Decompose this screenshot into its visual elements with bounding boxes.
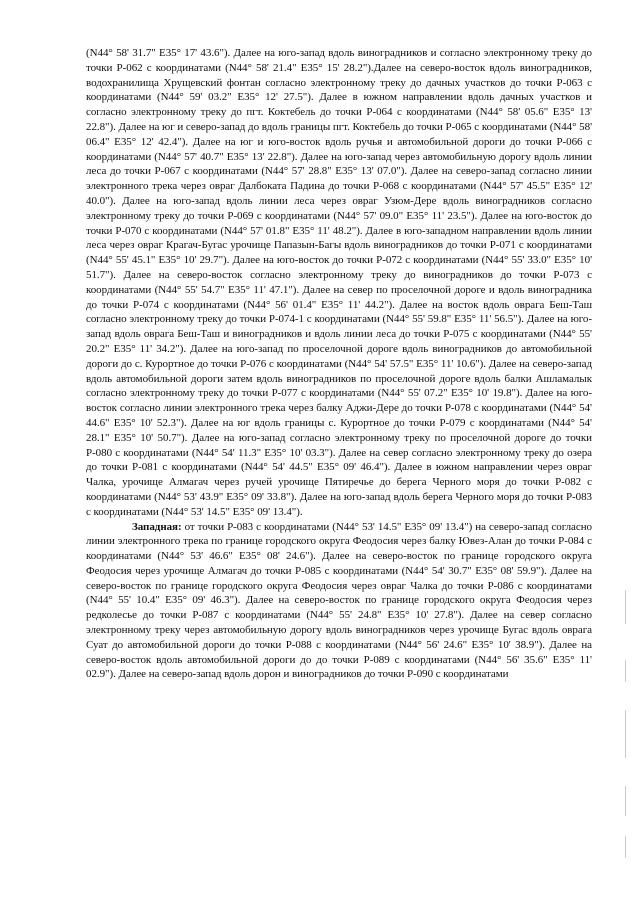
document-page (86, 46, 592, 682)
section-heading-western: Западная: (132, 520, 182, 533)
body-paragraph-2-text: от точки Р-083 с координатами (N44° 53' 14.5" E35° 09' 13.4") на северо-запад согласно линии электронного трека по границе городского округа Феодосия через балку Ювез-Алан до точки Р-084 с координатами (N44° 53' 46.6" E35° 08' 24.6"). Далее на северо-восток по границе городского округа Феодосия через урочище Алмагач до точки Р-085 с координатами (N44° 54' 30.7" E35° 08' 59.9"). Далее на северо-восток по границе городского округа Феодосия через овраг Чалка до точки Р-086 с координатами (N44° 55' 10.4" E35° 09' 46.3"). Далее на северо-восток по границе городского округа Феодосия через редколесье до точки Р-087 с координатами (N44° 55' 24.8" E35° 10' 27.8"). Далее на север согласно электронному треку через автомобильную дорогу вдоль виноградников через урочище Бугас вдоль оврага Суат до автомобильной дороги до точки Р-088 с координатами (N44° 56' 24.6" E35° 10' 38.9"). Далее на северо-восток вдоль автомобильной дороги до до точки Р-089 с координатами (N44° 56' 35.6" E35° 11' 02.9"). Далее на северо-запад вдоль дорон и виноградников до точки Р-090 с координатами (86, 520, 592, 681)
body-paragraph-2 (86, 520, 592, 683)
scan-margin-marks (625, 590, 629, 860)
body-paragraph-1: (N44° 58' 31.7" E35° 17' 43.6"). Далее на юго-запад вдоль виноградников и согласно электронному треку до точки Р-062 с координатами (N44° 58' 21.4" E35° 15' 28.2").Далее на северо-восток вдоль виноградников, водохранилища Хрущевский фонтан согласно электронному треку до дачных участков до точки Р-063 с координатами (N44° 59' 03.2" E35° 12' 27.5"). Далее в южном направлении вдоль дачных участков и согласно электронному треку до пгт. Коктебель до точки Р-064 с координатами (N44° 58' 05.6" E35° 13' 22.8"). Далее на юг и северо-запад до вдоль границы пгт. Коктебель до точки Р-065 с координатами (N44° 58' 06.4" E35° 12' 42.4"). Далее на юг и юго-восток вдоль ручья и автомобильной дороги до точки Р-066 с координатами (N44° 57' 40.7" E35° 13' 22.8"). Далее на юго-запад через автомобильную дорогу вдоль линии леса до точки Р-067 с координатами (N44° 57' 28.8" E35° 13' 07.0"). Далее на северо-запад согласно линии электронного трека через овраг Далбоката Падина до точки Р-068 с координатами (N44° 57' 45.5" E35° 12' 40.0"). Далее на юго-запад вдоль линии леса через овраг Узюм-Дере вдоль виноградников согласно электронному треку до точки Р-069 с координатами (N44° 57' 09.0" E35° 11' 23.5"). Далее на юго-восток до точки Р-070 с координатами (N44° 57' 01.8" E35° 11' 48.2"). Далее в юго-западном направлении вдоль линии леса через овраг Крагач-Бугас урочище Папазын-Багы вдоль виноградников до точки Р-071 с координатами (N44° 55' 45.1" E35° 10' 29.7"). Далее на юго-восток до точки Р-072 с координатами (N44° 55' 33.0" E35° 10' 51.7"). Далее на северо-восток согласно электронному треку до виноградников до точки Р-073 с координатами (N44° 55' 54.7" E35° 11' 47.1"). Далее на север по проселочной дороге и вдоль виноградника до точки Р-074 с координатами (N44° 56' 01.4" E35° 11' 44.2"). Далее на восток вдоль оврага Беш-Таш согласно электронному треку до точки Р-074-1 с координатами (N44° 55' 59.8" E35° 11' 56.5"). Далее на юго-запад вдоль оврага Беш-Таш и виноградников и вдоль линии леса до точки Р-075 с координатами (N44° 55' 20.2" E35° 11' 34.2"). Далее на юго-запад по проселочной дороге вдоль виноградников до автомобильной дороги до с. Курортное до точки Р-076 с координатами (N44° 54' 57.5" E35° 11' 10.6"). Далее на северо-запад вдоль автомобильной дороги затем вдоль виноградников по проселочной дороге вдоль балки Ашламалык согласно электронному треку до точки Р-077 с координатами (N44° 55' 07.2" E35° 10' 19.8"). Далее на юго-восток согласно линии электронного трека через балку Аджи-Дере до точки Р-078 с координатами (N44° 54' 44.6" E35° 10' 52.3"). Далее на юг вдоль границы с. Курортное до точки Р-079 с координатами (N44° 54' 28.1" E35° 10' 50.7"). Далее на юго-запад согласно электронному треку по проселочной дороге до точки Р-080 с координатами (N44° 54' 11.3" E35° 10' 03.3"). Далее на север согласно электронному треку до озера до точки Р-081 с координатами (N44° 54' 44.5" E35° 09' 46.4"). Далее в южном направлении через овраг Чалка, урочище Алмагач через ручей урочище Пятиречье до берега Черного моря до точки Р-082 с координатами (N44° 53' 43.9" E35° 09' 33.8"). Далее на юго-запад вдоль берега Черного моря до точки Р-083 с координатами (N44° 53' 14.5" E35° 09' 13.4"). (86, 47, 592, 518)
